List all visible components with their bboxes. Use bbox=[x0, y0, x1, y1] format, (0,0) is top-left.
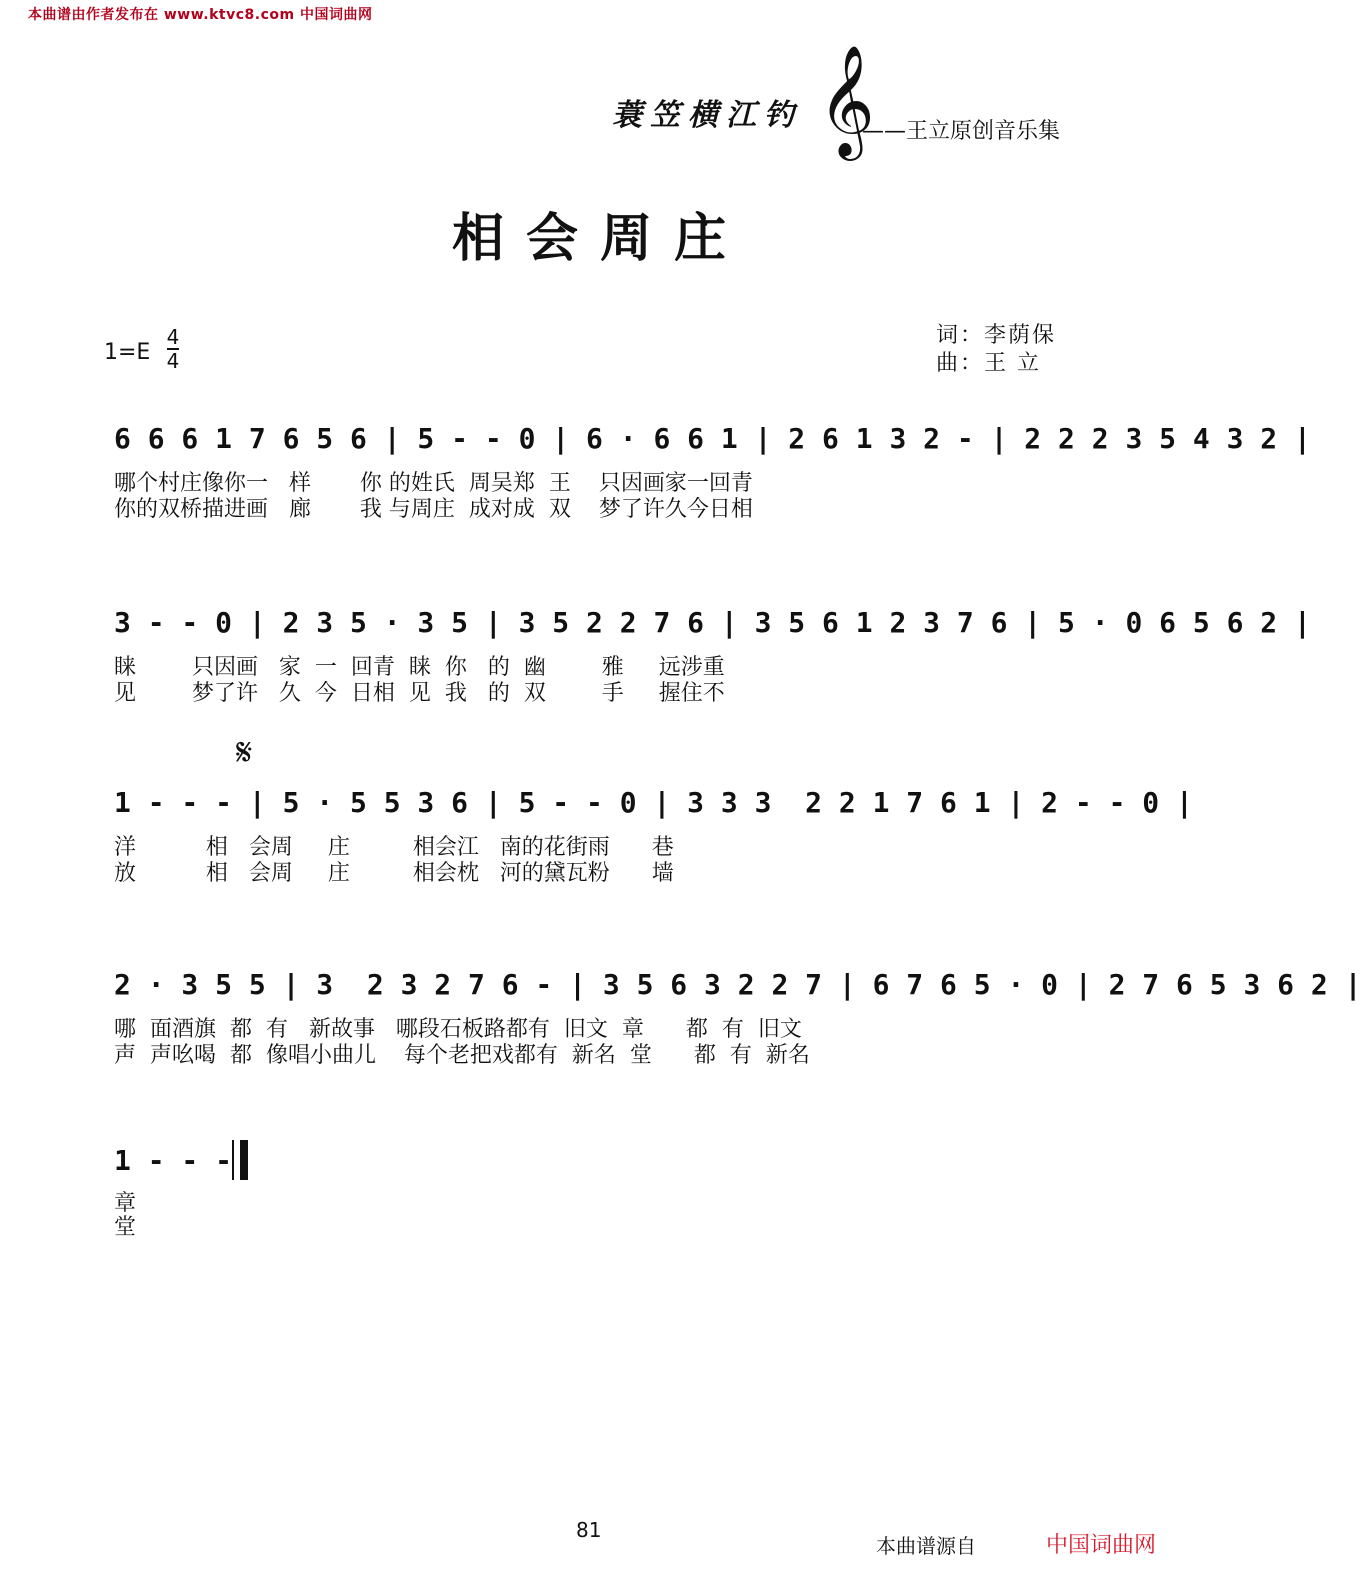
watermark-top: 本曲谱由作者发布在 www.ktvc8.com 中国词曲网 bbox=[28, 7, 373, 23]
notation-line-5: 1 - - - bbox=[114, 1144, 233, 1177]
footer-brand-logo: 中国词曲网 bbox=[1046, 1533, 1157, 1558]
lyric-line-4-verse-2: 声 声吆喝 都 像唱小曲儿 每个老把戏都有 新名 堂 都 有 新名 bbox=[114, 1043, 810, 1068]
lyricist-credit: 词：李荫保 bbox=[936, 323, 1057, 348]
time-signature bbox=[166, 326, 180, 372]
series-title: 蓑笠横江钓 bbox=[612, 98, 802, 133]
final-barline-thin bbox=[232, 1140, 234, 1180]
series-subtitle: ——王立原创音乐集 bbox=[862, 119, 1061, 144]
notation-line-2: 3 - - 0 | 2 3 5 · 3 5 | 3 5 2 2 7 6 | 3 5 6 1 2 3 7 6 | 5 · 0 6 5 6 2 | bbox=[114, 606, 1311, 639]
lyric-line-1-verse-1: 哪个村庄像你一 样 你 的姓氏 周吴郑 王 只因画家一回青 bbox=[114, 471, 753, 496]
lyric-line-5-verse-2: 堂 bbox=[114, 1215, 137, 1240]
notation-line-4: 2 · 3 5 5 | 3 2 3 2 7 6 - | 3 5 6 3 2 2 7 | 6 7 6 5 · 0 | 2 7 6 5 3 6 2 | bbox=[114, 968, 1361, 1001]
time-signature-top: 4 bbox=[166, 325, 180, 349]
notation-line-3: 1 - - - | 5 · 5 5 3 6 | 5 - - 0 | 3 3 3 2 2 1 7 6 1 | 2 - - 0 | bbox=[114, 786, 1193, 819]
lyric-line-2-verse-2: 见 梦了许 久 今 日相 见 我 的 双 手 握住不 bbox=[114, 681, 725, 706]
composer-credit: 曲：王 立 bbox=[936, 351, 1041, 376]
footer-source: 本曲谱源自 bbox=[876, 1534, 976, 1558]
song-title: 相会周庄 bbox=[451, 208, 748, 269]
lyric-line-1-verse-2: 你的双桥描进画 廊 我 与周庄 成对成 双 梦了许久今日相 bbox=[114, 497, 753, 522]
notation-line-1: 6 6 6 1 7 6 5 6 | 5 - - 0 | 6 · 6 6 1 | 2 6 1 3 2 - | 2 2 2 3 5 4 3 2 | bbox=[114, 422, 1311, 455]
lyric-line-5-verse-1: 章 bbox=[114, 1191, 137, 1216]
segno-icon: 𝄋 bbox=[236, 730, 253, 774]
final-barline-thick bbox=[240, 1140, 248, 1180]
lyric-line-3-verse-1: 洋 相 会周 庄 相会江 南的花街雨 巷 bbox=[114, 835, 674, 860]
lyric-line-3-verse-2: 放 相 会周 庄 相会枕 河的黛瓦粉 墙 bbox=[114, 861, 674, 886]
lyric-line-4-verse-1: 哪 面酒旗 都 有 新故事 哪段石板路都有 旧文 章 都 有 旧文 bbox=[114, 1017, 802, 1042]
time-signature-bottom: 4 bbox=[166, 349, 180, 373]
lyric-line-2-verse-1: 睐 只因画 家 一 回青 睐 你 的 幽 雅 远涉重 bbox=[114, 655, 725, 680]
treble-clef-icon: 𝄞 bbox=[818, 44, 875, 156]
page-number: 81 bbox=[576, 1518, 602, 1542]
key-signature: 1=E bbox=[104, 340, 151, 365]
